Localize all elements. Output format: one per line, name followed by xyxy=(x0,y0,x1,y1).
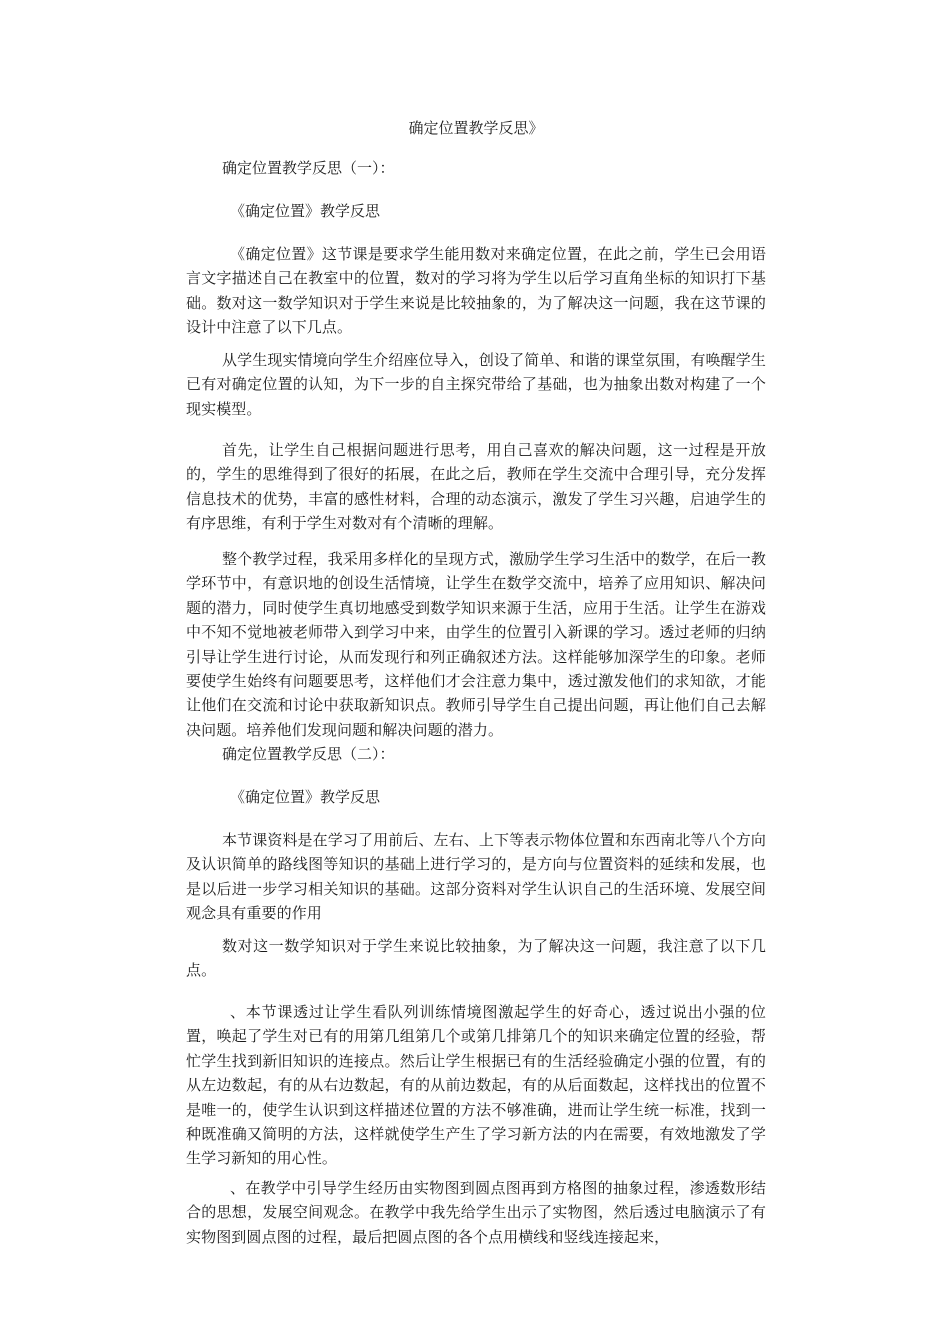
section-2-paragraph-2: 数对这一数学知识对于学生来说比较抽象，为了解决这一问题，我注意了以下几点。 xyxy=(186,937,766,980)
section-2-subheading: 《确定位置》教学反思 xyxy=(230,788,381,806)
document-title: 确定位置教学反思》 xyxy=(408,119,544,137)
section-2-paragraph-1: 本节课资料是在学习了用前后、左右、上下等表示物体位置和东西南北等八个方向及认识简单的路线图等知识的基础上进行学习的，是方向与位置资料的延续和发展，也是以后进一步学习相关知识的基础。这部分资料对学生认识自己的生活环境、发展空间观念具有重要的作用 xyxy=(186,831,766,923)
section-1-paragraph-2: 从学生现实情境向学生介绍座位导入，创设了简单、和谐的课堂氛围，有唤醒学生已有对确定位置的认知，为下一步的自主探究带给了基础，也为抽象出数对构建了一个现实模型。 xyxy=(186,351,766,418)
section-2-paragraph-3: 、本节课透过让学生看队列训练情境图激起学生的好奇心，透过说出小强的位置，唤起了学生对已有的用第几组第几个或第几排第几个的知识来确定位置的经验，帮忙学生找到新旧知识的连接点。然后让学生根据已有的生活经验确定小强的位置，有的从左边数起，有的从右边数起，有的从前边数起，有的从后面数起，这样找出的位置不是唯一的，使学生认识到这样描述位置的方法不够准确，进而让学生统一标准，找到一种既准确又简明的方法，这样就使学生产生了学习新方法的内在需要，有效地激发了学生学习新知的用心性。 xyxy=(186,1003,766,1168)
section-1-subheading: 《确定位置》教学反思 xyxy=(230,202,381,220)
section-2-heading: 确定位置教学反思（二）： xyxy=(222,745,395,763)
section-1-paragraph-3: 首先，让学生自己根据问题进行思考，用自己喜欢的解决问题，这一过程是开放的，学生的思维得到了很好的拓展，在此之后，教师在学生交流中合理引导，充分发挥信息技术的优势，丰富的感性材料，合理的动态演示，激发了学生习兴趣，启迪学生的有序思维，有利于学生对数对有个清晰的理解。 xyxy=(186,441,766,533)
document-page xyxy=(186,0,766,1344)
section-2-paragraph-4: 、在教学中引导学生经历由实物图到圆点图再到方格图的抽象过程，渗透数形结合的思想，发展空间观念。在教学中我先给学生出示了实物图，然后透过电脑演示了有实物图到圆点图的过程，最后把圆点图的各个点用横线和竖线连接起来， xyxy=(186,1179,766,1246)
section-1-heading: 确定位置教学反思（一）： xyxy=(222,159,395,177)
section-1-paragraph-1: 《确定位置》这节课是要求学生能用数对来确定位置，在此之前，学生已会用语言文字描述自己在教室中的位置，数对的学习将为学生以后学习直角坐标的知识打下基础。数对这一数学知识对于学生来说是比较抽象的，为了解决这一问题，我在这节课的设计中注意了以下几点。 xyxy=(186,245,766,337)
section-1-paragraph-4: 整个教学过程，我采用多样化的呈现方式，激励学生学习生活中的数学，在后一教学环节中，有意识地的创设生活情境，让学生在数学交流中，培养了应用知识、解决问题的潜力，同时使学生真切地感受到数学知识来源于生活，应用于生活。让学生在游戏中不知不觉地被老师带入到学习中来，由学生的位置引入新课的学习。透过老师的归纳引导让学生进行讨论，从而发现行和列正确叙述方法。这样能够加深学生的印象。老师要使学生始终有问题要思考，这样他们才会注意力集中，透过激发他们的求知欲，才能让他们在交流和讨论中获取新知识点。教师引导学生自己提出问题，再让他们自己去解决问题。培养他们发现问题和解决问题的潜力。 xyxy=(186,550,766,739)
